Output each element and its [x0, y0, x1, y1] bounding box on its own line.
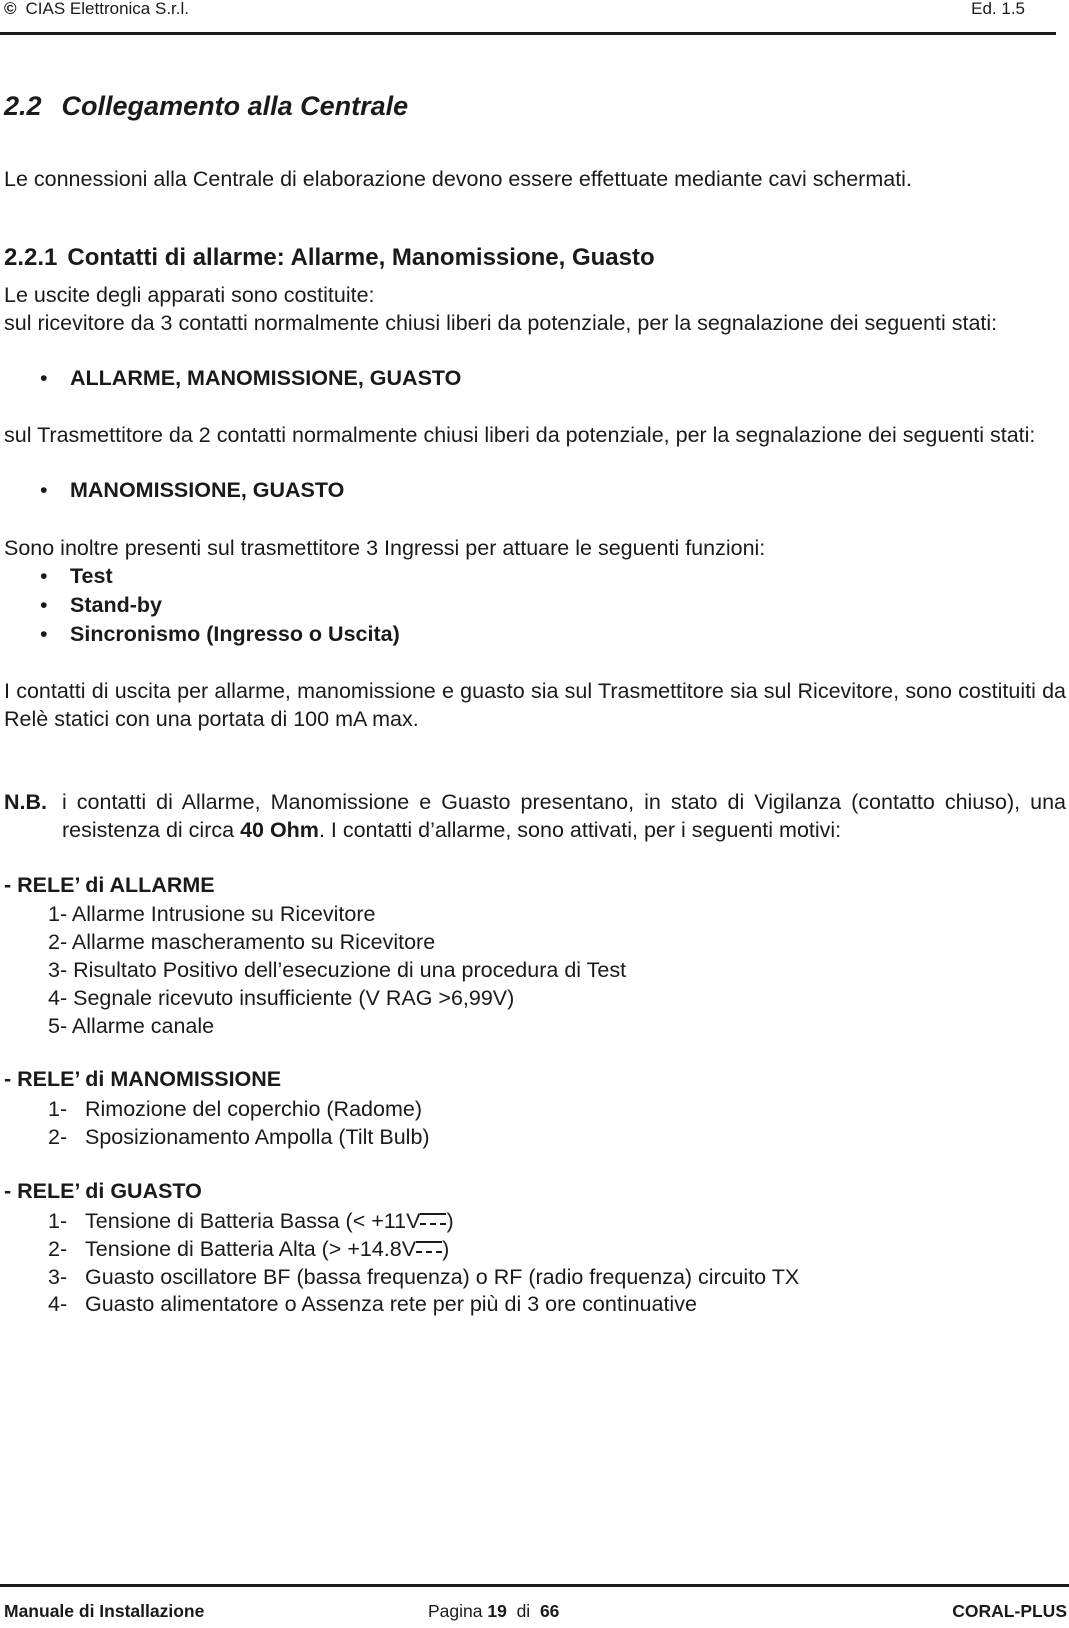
resistance-value: 40 Ohm — [240, 818, 319, 842]
section-title: Collegamento alla Centrale — [61, 91, 409, 121]
edition-label: Ed. 1.5 — [971, 0, 1025, 18]
footer-divider — [0, 1584, 1069, 1587]
list-item: 4- Guasto alimentatore o Assenza rete per più di 3 ore continuative — [48, 1292, 697, 1316]
bullet-icon: • — [40, 622, 48, 646]
list-item: • Stand-by — [40, 593, 162, 617]
bullet-icon: • — [40, 366, 48, 390]
page-header-company — [4, 0, 189, 19]
list-item: 2- Sposizionamento Ampolla (Tilt Bulb) — [48, 1125, 430, 1149]
header-divider — [0, 32, 1056, 35]
page-number: Pagina 19 di 66 — [428, 1601, 560, 1621]
footer-manual-title: Manuale di Installazione — [4, 1601, 205, 1621]
bullet-icon: • — [40, 478, 48, 502]
section-heading — [4, 91, 408, 122]
bullet-icon: • — [40, 564, 48, 588]
bullet-icon: • — [40, 593, 48, 617]
list-item: 3- Guasto oscillatore BF (bassa frequenza) o RF (radio frequenza) circuito TX — [48, 1265, 800, 1289]
relay-text: I contatti di uscita per allarme, manomissione e guasto sia sul Trasmettitore sia sul Ricevitore, sono costituiti da Relè statici con una portata di 100 mA max. — [4, 679, 1066, 731]
receiver-text: sul ricevitore da 3 contatti normalmente chiusi liberi da potenziale, per la segnalazione dei seguenti stati: — [4, 311, 998, 335]
section-intro: Le connessioni alla Centrale di elaborazione devono essere effettuate mediante cavi schermati. — [4, 167, 912, 191]
outputs-intro: Le uscite degli apparati sono costituite: — [4, 283, 375, 307]
list-item: • MANOMISSIONE, GUASTO — [40, 478, 345, 502]
dc-voltage-icon — [420, 1213, 446, 1225]
list-item: 2- Tensione di Batteria Alta (> +14.8V ) — [48, 1237, 450, 1261]
nota-bene — [4, 788, 1066, 844]
list-item: • Sincronismo (Ingresso o Uscita) — [40, 622, 400, 646]
subsection-title: Contatti di allarme: Allarme, Manomissione, Guasto — [67, 244, 655, 271]
section-number: 2.2 — [4, 91, 42, 121]
rele-allarme-heading: - RELE’ di ALLARME — [4, 873, 215, 897]
nb-body: i contatti di Allarme, Manomissione e Guasto presentano, in stato di Vigilanza (contatto chiuso), una resistenza di circa 40 Ohm. I contatti d’allarme, sono attivati, per i seguenti motivi: — [62, 790, 1066, 842]
list-item: 2- Allarme mascheramento su Ricevitore — [48, 930, 436, 954]
list-item: 1- Rimozione del coperchio (Radome) — [48, 1097, 422, 1121]
list-item: 1- Allarme Intrusione su Ricevitore — [48, 902, 376, 926]
company-name: CIAS Elettronica S.r.l. — [25, 0, 189, 18]
subsection-heading — [4, 244, 655, 272]
footer-product-name: CORAL-PLUS — [952, 1601, 1067, 1621]
inputs-text: Sono inoltre presenti sul trasmettitore 3 Ingressi per attuare le seguenti funzioni: — [4, 536, 766, 560]
list-item: • Test — [40, 564, 113, 588]
list-item: 1- Tensione di Batteria Bassa (< +11V ) — [48, 1209, 454, 1233]
rele-guasto-heading: - RELE’ di GUASTO — [4, 1179, 202, 1203]
nb-label: N.B. — [4, 790, 47, 814]
dc-voltage-icon — [416, 1241, 442, 1253]
transmitter-text: sul Trasmettitore da 2 contatti normalmente chiusi liberi da potenziale, per la segnalazione dei seguenti stati: — [4, 423, 1036, 447]
subsection-number: 2.2.1 — [4, 244, 58, 271]
list-item: 4- Segnale ricevuto insufficiente (V RAG >6,99V) — [48, 986, 515, 1010]
list-item: 3- Risultato Positivo dell’esecuzione di una procedura di Test — [48, 958, 627, 982]
list-item: • ALLARME, MANOMISSIONE, GUASTO — [40, 366, 462, 390]
rele-manomissione-heading: - RELE’ di MANOMISSIONE — [4, 1067, 282, 1091]
list-item: 5- Allarme canale — [48, 1014, 215, 1038]
copyright-icon: © — [4, 0, 17, 18]
